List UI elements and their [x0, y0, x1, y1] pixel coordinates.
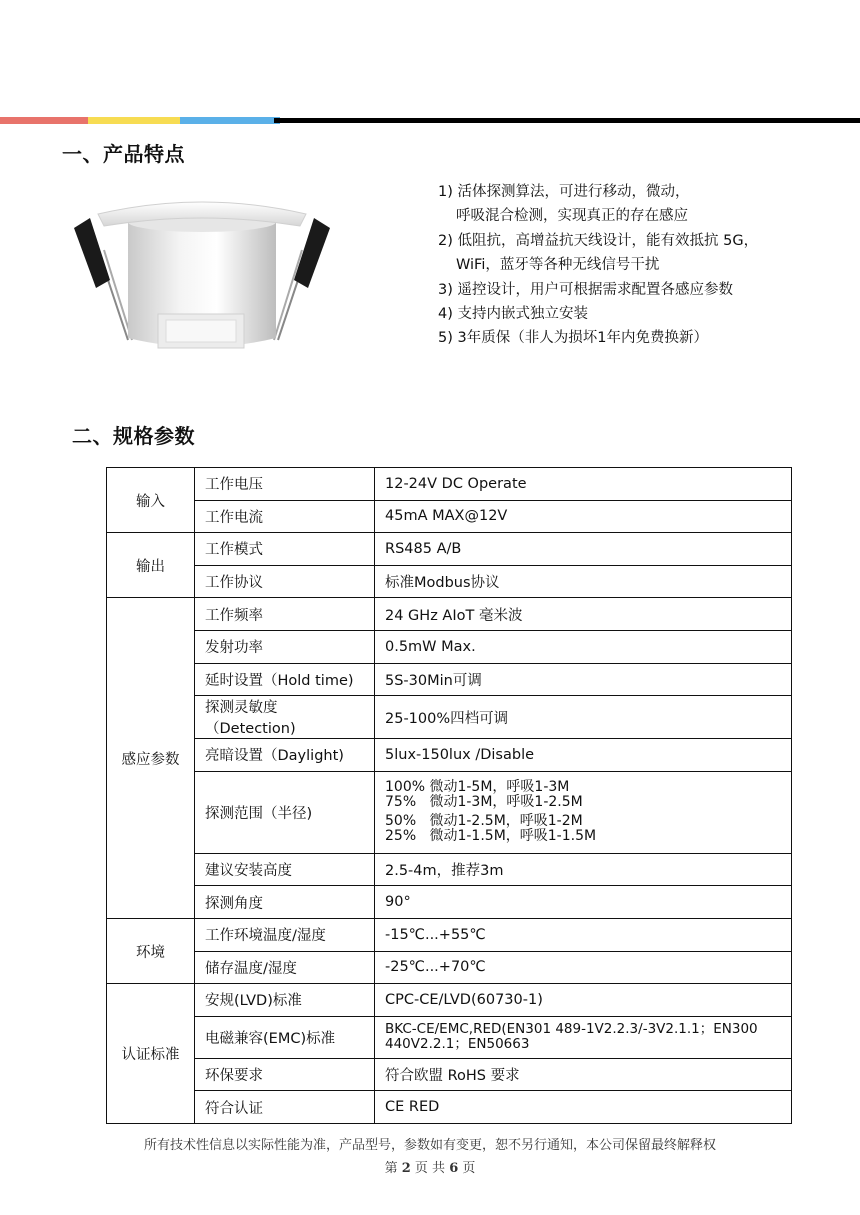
param-label: 工作频率: [195, 598, 375, 631]
spec-table: [106, 467, 792, 1124]
table-row: [107, 739, 792, 772]
range-line: 25% 微动1-1.5M，呼吸1-1.5M: [385, 828, 597, 845]
feature-item: 3) 遥控设计，用户可根据需求配置各感应参数: [438, 281, 733, 298]
param-value: 5lux-150lux /Disable: [375, 739, 792, 772]
table-row: [107, 598, 792, 631]
table-row: [107, 663, 792, 696]
color-bar-black: [274, 118, 860, 123]
param-label: 工作模式: [195, 533, 375, 566]
table-row: [107, 984, 792, 1017]
param-value: 0.5mW Max.: [375, 630, 792, 663]
color-bar-blue: [180, 117, 280, 124]
current-page: 2: [401, 1161, 411, 1176]
table-row: [107, 1016, 792, 1058]
table-row: [107, 533, 792, 566]
feature-list: [438, 180, 758, 351]
table-row: [107, 886, 792, 919]
category-cell: 环境: [107, 918, 195, 983]
param-label: 环保要求: [195, 1058, 375, 1091]
param-label: 探测灵敏度（Detection): [195, 696, 375, 739]
param-label: 探测角度: [195, 886, 375, 919]
param-value: 90°: [375, 886, 792, 919]
param-label: 建议安装高度: [195, 853, 375, 886]
feature-item: 5) 3年质保（非人为损坏1年内免费换新）: [438, 330, 708, 347]
param-label: 电磁兼容(EMC)标准: [195, 1016, 375, 1058]
table-row: [107, 630, 792, 663]
param-label: 工作环境温度/湿度: [195, 918, 375, 951]
emc-line: BKC-CE/EMC,RED(EN301 489-1V2.2.3/-3V2.1.1；EN300: [385, 1021, 758, 1038]
param-value: 符合欧盟 RoHS 要求: [375, 1058, 792, 1091]
page-number: 第 2 页 共 6 页: [384, 1161, 476, 1176]
table-row: [107, 1091, 792, 1124]
feature-item: 4) 支持内嵌式独立安装: [438, 306, 588, 323]
feature-item: 1) 活体探测算法，可进行移动，微动，: [438, 184, 690, 200]
param-value: RS485 A/B: [375, 533, 792, 566]
table-row: [107, 565, 792, 598]
table-row: [107, 468, 792, 501]
param-value: 标准Modbus协议: [375, 565, 792, 598]
category-cell: 输出: [107, 533, 195, 598]
param-label: 发射功率: [195, 630, 375, 663]
param-value: 45mA MAX@12V: [375, 500, 792, 533]
param-value: -25℃...+70℃: [375, 951, 792, 984]
color-bar-yellow: [88, 117, 188, 124]
param-value: [375, 1016, 792, 1058]
table-row: [107, 918, 792, 951]
param-label: 探测范围（半径): [195, 771, 375, 853]
param-value: -15℃...+55℃: [375, 918, 792, 951]
table-row: [107, 696, 792, 739]
category-cell: 感应参数: [107, 598, 195, 919]
total-pages: 6: [449, 1161, 459, 1176]
table-row: [107, 951, 792, 984]
section-title-specs: 二、规格参数: [72, 424, 195, 448]
param-value: [375, 771, 792, 853]
param-value: 24 GHz AIoT 毫米波: [375, 598, 792, 631]
header-color-bar: [0, 117, 860, 124]
sensor-device-icon: [68, 180, 336, 370]
range-line: 50% 微动1-2.5M，呼吸1-2M: [385, 813, 583, 830]
param-label: 安规(LVD)标准: [195, 984, 375, 1017]
category-cell: 认证标准: [107, 984, 195, 1124]
param-value: 2.5-4m，推荐3m: [375, 853, 792, 886]
param-value: 25-100%四档可调: [375, 696, 792, 739]
footer-disclaimer: 所有技术性信息以实际性能为准，产品型号，参数如有变更，恕不另行通知，本公司保留最终解释权: [143, 1138, 716, 1153]
range-line: 75% 微动1-3M，呼吸1-2.5M: [385, 794, 583, 811]
feature-item-continuation: WiFi，蓝牙等各种无线信号干扰: [456, 257, 660, 274]
param-label: 工作协议: [195, 565, 375, 598]
param-value: 12-24V DC Operate: [375, 468, 792, 501]
param-label: 工作电压: [195, 468, 375, 501]
emc-line: 440V2.2.1；EN50663: [385, 1036, 530, 1053]
feature-item-continuation: 呼吸混合检测，实现真正的存在感应: [456, 208, 688, 225]
category-cell: 输入: [107, 468, 195, 533]
table-row: [107, 1058, 792, 1091]
param-value: CPC-CE/LVD(60730-1): [375, 984, 792, 1017]
feature-item: 2) 低阻抗，高增益抗天线设计，能有效抵抗 5G，: [438, 232, 759, 249]
param-label: 延时设置（Hold time): [195, 663, 375, 696]
section-title-features: 一、产品特点: [62, 142, 185, 166]
param-label: 亮暗设置（Daylight): [195, 739, 375, 772]
range-line: 100% 微动1-5M，呼吸1-3M: [385, 779, 570, 796]
color-bar-red: [0, 117, 95, 124]
table-row: [107, 500, 792, 533]
table-row: [107, 771, 792, 853]
param-label: 符合认证: [195, 1091, 375, 1124]
param-label: 储存温度/湿度: [195, 951, 375, 984]
param-label: 工作电流: [195, 500, 375, 533]
table-row: [107, 853, 792, 886]
param-value: CE RED: [375, 1091, 792, 1124]
param-value: 5S-30Min可调: [375, 663, 792, 696]
product-image: [68, 180, 336, 370]
